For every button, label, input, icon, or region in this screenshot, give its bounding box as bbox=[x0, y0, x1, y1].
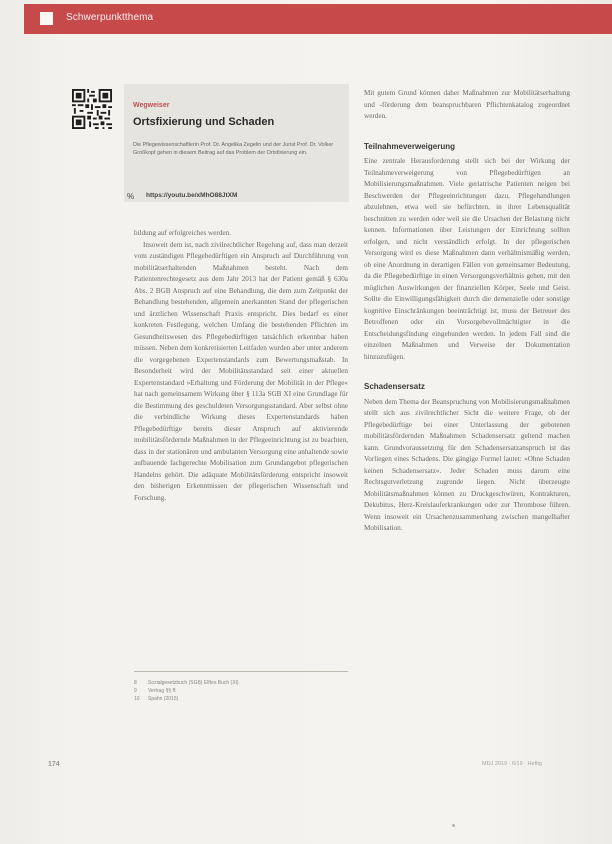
paragraph: Eine zentrale Herausforderung stellt sich bei der Wirkung der Teilnahmeverweigerung von Pflegebedürftigen an Mobilisierungsmaßnahmen. Viele geriatrische Patienten neigen bei Beschwerden der Pflegeeinrichtungen dazu, Pflegehandlungen abzulehnen, etwa weil sie befürchten, in ihrer Lebensqualität beschnitten zu werden oder weil sie die Ursachen der Belastung nicht kennen. Informationen über Leistungen der Einrichtung sollten erfolgen, und nicht verständlich erfolgt. In der pflegerischen Versorgung wird es diese Maßnahmen dann verhältnismäßig werden, ob eine Anordnung in derartigen Fällen von gemeinsamer Bedeutung, da die Pflegebedürftige in einen Versorgungsverhältnis gehen, mit den möglichen Auswirkungen der finanziellen Körper, Seele und Geist. Sollte die Einwilligungsfähigkeit durch die demenzielle oder sonstige kognitive Einschränkungen beeinträchtigt ist, muss der Betreuer des Betroffenen oder ein Vorsorgebevollmächtigter in die Entscheidungsfindung eingebunden werden. In jedem Fall sind die einzelnen Maßnahmen und Verweise der Dokumentation hinzuzufügen. bbox=[364, 157, 570, 361]
footnote-number: 10 bbox=[134, 696, 140, 702]
video-link[interactable] bbox=[124, 190, 349, 204]
left-text-column bbox=[134, 228, 348, 504]
info-box-kicker: Wegweiser bbox=[133, 102, 170, 109]
footnote bbox=[134, 687, 348, 695]
qr-code-icon[interactable] bbox=[72, 89, 112, 129]
footnote-number: 8 bbox=[134, 680, 137, 686]
section-heading-teilnahmeverweigerung: Teilnahmeverweigerung bbox=[364, 141, 455, 151]
paragraph: Insoweit dem ist, nach zivilrechtlicher Regelung auf, dass man derzeit vom zuständigen Pflegebedürftigen ein Anspruch auf Durchführung von mobilitätserhaltenden Maßnahmen besteht. Nach dem Patientenrechtegesetz aus dem Jahr 2013 hat der Patient gemäß § 630a Abs. 2 BGB Anspruch auf eine Behandlung, die dem zum Zeitpunkt der Behandlung bestehenden, allgemein anerkannten Stand der pflegerischen und ärztlichen Wissenschaft Praxis entspricht. Dies bedarf es einer konkreten Festlegung, welchen Umfang die bestehenden Pflichten im Gesundheitswesen des Pflegebedürftigen tatsächlich erkennbar haben müssen. Neben dem konkretisierten Leitfaden wurden aber unter anderem die vorgegebenen Expertenstandards zum Bewertungsmaßstab. In Besonderheit wird der Mobilitätsstandard seit einer aktuellen Expertenstandard »Erhaltung und Förderung der Mobilität in der Pflege« hat nach gemeinsamem Wirkung über § 113a SGB XI eine Grundlage für die Bestimmung des geschuldeten Versorgungsstandard. Aber selbst ohne die verbindliche Wirkung dieses Expertenstandards haben Pflegebedürftige bereits dieser Anspruch auf aktivierende mobilitätsfördernde Maßnahmen in der Pflegeeinrichtung ist zu beachten, dass in der stationären und ambulanten Versorgung eine anhaltende sowie aufbauende fachgerechte Mobilisation zum Grundangebot pflegerischen Handelns gehört. Die adäquate Mobilitätsförderung entspricht insoweit den bisherigen Erkenntnissen der pflegerischen Wissenschaft und Forschung. bbox=[134, 240, 348, 502]
footnote-text: Spahn (2015) bbox=[148, 696, 179, 702]
intro-paragraph: Mit gutem Grund können daher Maßnahmen zur Mobilitätserhaltung und -förderung dem beanspruchbaren Pflichtenkatalog zugeordnet werden. bbox=[364, 89, 570, 120]
section-header-bar bbox=[24, 4, 612, 34]
paragraph: bildung auf erfolgreiches werden. bbox=[134, 229, 231, 237]
header-square-icon bbox=[40, 12, 53, 25]
video-link-url[interactable]: https://youtu.be/xMhO88JtXM bbox=[146, 192, 238, 199]
qr-code-graphic bbox=[72, 89, 112, 129]
info-box-title: Ortsfixierung und Schaden bbox=[133, 116, 275, 128]
footnote bbox=[134, 695, 348, 703]
page-number: 174 bbox=[48, 761, 60, 768]
footnote bbox=[134, 679, 348, 687]
paper-speck bbox=[452, 824, 455, 827]
section-title: Schwerpunktthema bbox=[66, 12, 154, 23]
journal-reference: MDJ 2019 · 6/19 · Heftig bbox=[482, 761, 542, 767]
info-box-description: Die Pflegewissenschaftlerin Prof. Dr. Angelika Zegelin und der Jurist Prof. Dr. Volker Großkopf gehen in diesem Beitrag auf das Problem der Ortsfixierung ein. bbox=[133, 142, 334, 156]
footnote-number: 9 bbox=[134, 688, 137, 694]
footnote-text: Vertrag §§ ff. bbox=[148, 688, 177, 694]
right-text-column bbox=[364, 88, 570, 535]
footnotes bbox=[134, 671, 348, 703]
link-icon: % bbox=[127, 192, 135, 201]
section-heading-schadensersatz: Schadensersatz bbox=[364, 382, 425, 391]
paragraph: Neben dem Thema der Beanspruchung von Mobilisierungsmaßnahmen stellt sich aus zivilrechtlicher Sicht die weitere Frage, ob der Pflegebedürftige bei einer Unterlassung der gebotenen mobilitätsfördernden Maßnahmen Schadensersatz geltend machen kann. Grundvoraussetzung für den Schadensersatzanspruch ist das Vorliegen eines Schadens. Die gängige Formel lautet: »Ohne Schaden keinen Schadensersatz«. Jeder Schaden muss darum eine Rechtsgutverletzung zugrunde liegen. Nicht überzeugte Mobilitätsmaßnahmen können zu Druckgeschwüren, Kontrakturen, Dekubitus, Herz-Kreislauferkrankungen oder zur Thrombose führen. Wenn insoweit ein Ursachenzusammenhang zwischen mangelhafter Mobilisation. bbox=[364, 397, 570, 532]
footnote-text: Sozialgesetzbuch (SGB) Elftes Buch (XI) bbox=[148, 680, 239, 686]
